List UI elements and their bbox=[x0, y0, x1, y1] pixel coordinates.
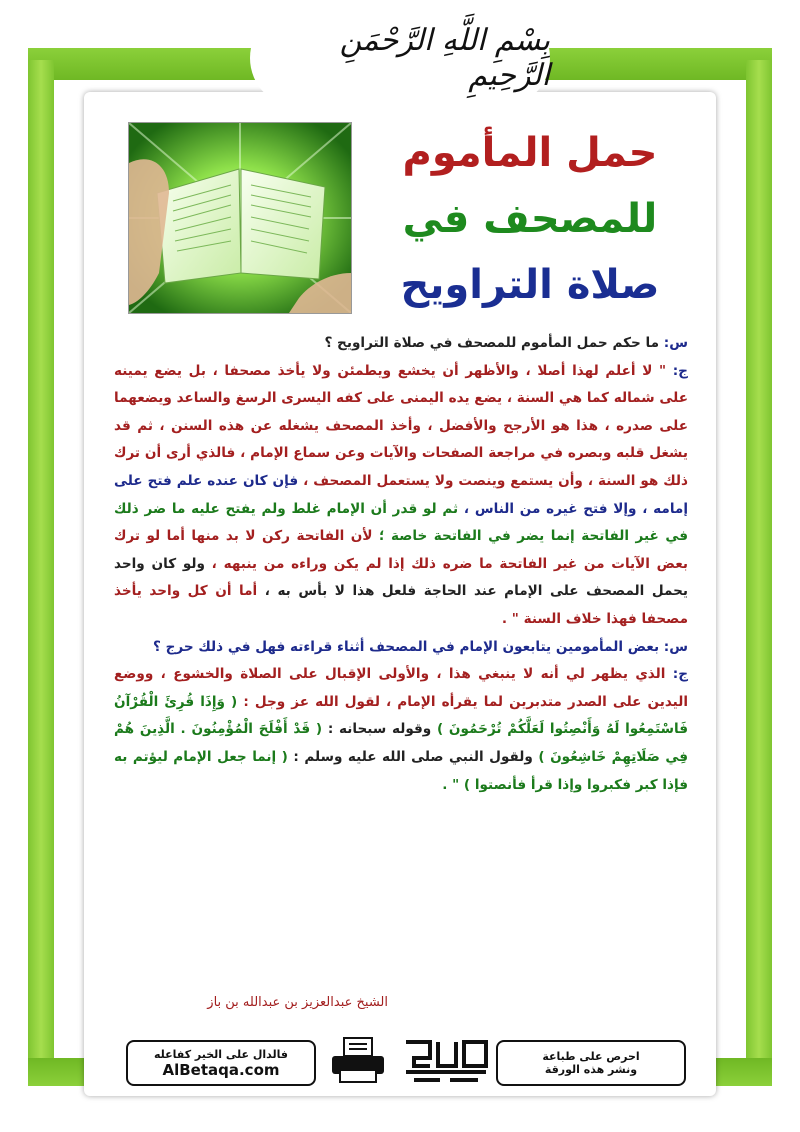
answer-2 bbox=[114, 661, 688, 799]
website-link[interactable]: AlBetaqa.com bbox=[162, 1060, 280, 1079]
answer-1 bbox=[114, 358, 688, 634]
printer-icon bbox=[328, 1036, 388, 1086]
answer-text: وقوله سبحانه : bbox=[327, 721, 432, 738]
footer-bar bbox=[126, 1036, 686, 1088]
answer-text: " لا أعلم لهذا أصلا ، والأظهر أن يخشع ويطمئن ولا يأخذ مصحفا ، بل يضع يمينه على شماله كما هي السنة ، يضع يده اليمنى على كفه اليسرى الرسغ والساعد ويضعهما على صدره ، هذا هو الأرجح والأفضل ، وأخذ المصحف يشغله عن هذه السنن ، ثم قد يشغل قلبه وبصره في مراجعة الصفحات والآيات وعن سماع الإمام ، فالذي أرى أن ترك ذلك هو السنة ، وأن يستمع وينصت ولا يستعمل المصحف ، bbox=[114, 362, 688, 489]
answer-text: ثم لو قدر أن الإمام غلط ولم يفتح عليه ما ضر ذلك في غير الفاتحة إنما يضر في الفاتحة خاصة ؛ bbox=[114, 500, 688, 545]
share-box bbox=[496, 1040, 686, 1086]
title-line-3: صلاة التراويح bbox=[400, 262, 660, 308]
answer-label: ج: bbox=[672, 362, 688, 379]
title-line-1: حمل المأموم bbox=[402, 130, 658, 176]
share-line-2: ونشر هذه الورقة bbox=[544, 1063, 638, 1076]
answer-text: لأن الفاتحة ركن لا بد منها أما لو ترك بعض الآيات من غير الفاتحة ما ضره ذلك إذا لم يكن وراءه من ينبهه ، bbox=[114, 528, 688, 572]
answer-label: ج: bbox=[672, 666, 688, 683]
frame-right-bar bbox=[746, 60, 772, 1080]
quran-verse: ( وَإِذَا قُرِئَ الْقُرْآنُ فَاسْتَمِعُوا لَهُ وَأَنْصِتُوا لَعَلَّكُمْ تُرْحَمُونَ ) bbox=[114, 693, 689, 738]
scholar-signature: الشيخ عبدالعزيز بن عبدالله بن باز bbox=[207, 995, 388, 1010]
question-label: س: bbox=[663, 335, 688, 351]
question-text: ما حكم حمل المأموم للمصحف في صلاة التراويح ؟ bbox=[324, 335, 660, 351]
hadith-text: ( إنما جعل الإمام ليؤتم به فإذا كبر فكبروا وإذا قرأ فأنصتوا ) " . bbox=[114, 748, 688, 793]
question-text: بعض المأمومين يتابعون الإمام في المصحف أثناء قراءته فهل في ذلك حرج ؟ bbox=[152, 638, 660, 655]
website-box bbox=[126, 1040, 316, 1086]
question-1 bbox=[114, 330, 688, 358]
dawa-logo-icon bbox=[400, 1036, 492, 1088]
frame-left-bar bbox=[28, 60, 54, 1080]
fatwa-body bbox=[114, 330, 688, 799]
website-slogan: فالدال على الخير كفاعله bbox=[153, 1047, 289, 1061]
article-title bbox=[380, 120, 680, 320]
question-2 bbox=[114, 634, 688, 662]
quran-hands-image bbox=[128, 122, 352, 314]
quran-verse: ( قَدْ أَفْلَحَ الْمُؤْمِنُونَ . الَّذِينَ هُمْ فِي صَلَاتِهِمْ خَاشِعُونَ ) bbox=[114, 721, 689, 765]
basmala-calligraphy: بِسْمِ اللَّهِ الرَّحْمَنِ الرَّحِيمِ bbox=[339, 23, 550, 93]
answer-text: ولقول النبي صلى الله عليه وسلم : bbox=[293, 748, 533, 765]
answer-text: الذي يظهر لي أنه لا ينبغي هذا ، والأولى الإقبال على الصلاة والخشوع ، ووضع اليدين على الصدر متدبرين لما يقرأه الإمام ، لقول الله عز وجل : bbox=[114, 666, 688, 710]
question-label: س: bbox=[663, 638, 688, 655]
answer-text: ولو كان واحد يحمل المصحف على الإمام عند الحاجة فلعل هذا لا بأس به ، bbox=[114, 555, 689, 600]
answer-text: أما أن كل واحد يأخذ مصحفا فهذا خلاف السنة " . bbox=[114, 583, 688, 627]
share-line-1: احرص على طباعة bbox=[542, 1050, 640, 1063]
title-line-2: للمصحف في bbox=[402, 196, 658, 242]
answer-text: فإن كان عنده علم فتح على إمامه ، وإلا فتح غيره من الناس ، bbox=[114, 472, 689, 517]
